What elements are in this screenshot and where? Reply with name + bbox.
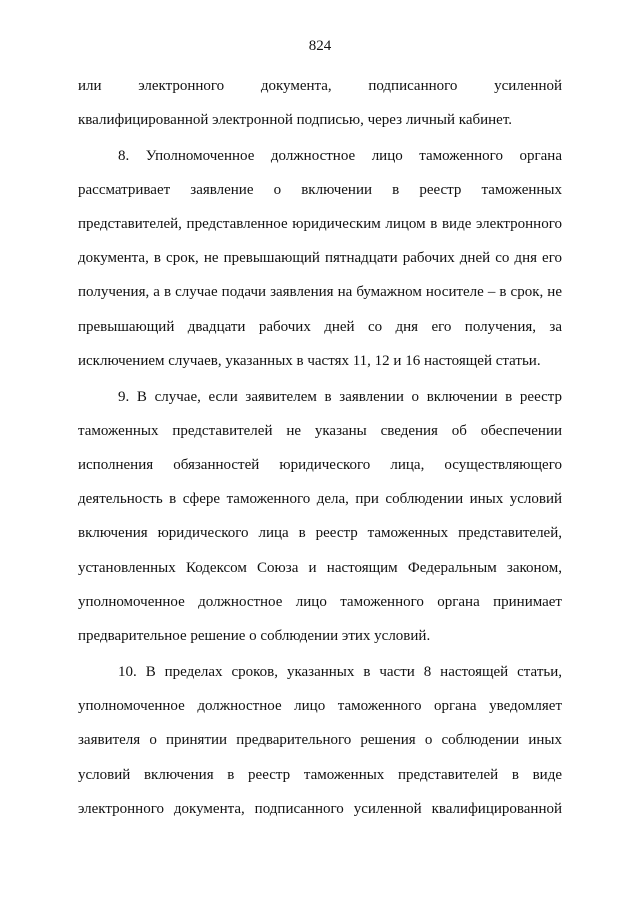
text-line: уполномоченное должностное лицо таможенного органа принимает: [78, 594, 562, 610]
text-line: заявителя о принятии предварительного решения о соблюдении иных: [78, 732, 562, 748]
paragraph-8-first-line: 8. Уполномоченное должностное лицо таможенного органа: [118, 148, 562, 164]
text-line: превышающий двадцати рабочих дней со дня его получения, за: [78, 319, 562, 335]
text-line: исполнения обязанностей юридического лица, осуществляющего: [78, 457, 562, 473]
text-line: рассматривает заявление о включении в реестр таможенных: [78, 182, 562, 198]
text-line: представителей, представленное юридическим лицом в виде электронного: [78, 216, 562, 232]
page-number: 824: [308, 38, 332, 54]
text-line: деятельность в сфере таможенного дела, при соблюдении иных условий: [78, 491, 562, 507]
text-line: исключением случаев, указанных в частях 11, 12 и 16 настоящей статьи.: [78, 353, 541, 369]
text-line: получения, а в случае подачи заявления на бумажном носителе – в срок, не: [78, 284, 562, 300]
text-line: электронного документа, подписанного усиленной квалифицированной: [78, 801, 562, 817]
text-line: квалифицированной электронной подписью, через личный кабинет.: [78, 112, 513, 128]
text-line: условий включения в реестр таможенных представителей в виде: [78, 767, 562, 783]
text-line: предварительное решение о соблюдении этих условий.: [78, 628, 431, 644]
paragraph-9-first-line: 9. В случае, если заявителем в заявлении о включении в реестр: [118, 389, 562, 405]
text-line: или электронного документа, подписанного усиленной: [78, 78, 562, 94]
text-line: документа, в срок, не превышающий пятнадцати рабочих дней со дня его: [78, 250, 562, 266]
text-line: установленных Кодексом Союза и настоящим Федеральным законом,: [78, 560, 562, 576]
text-line: включения юридического лица в реестр таможенных представителей,: [78, 525, 562, 541]
text-line: уполномоченное должностное лицо таможенного органа уведомляет: [78, 698, 562, 714]
text-line: таможенных представителей не указаны сведения об обеспечении: [78, 423, 562, 439]
paragraph-10-first-line: 10. В пределах сроков, указанных в части 8 настоящей статьи,: [118, 664, 562, 680]
